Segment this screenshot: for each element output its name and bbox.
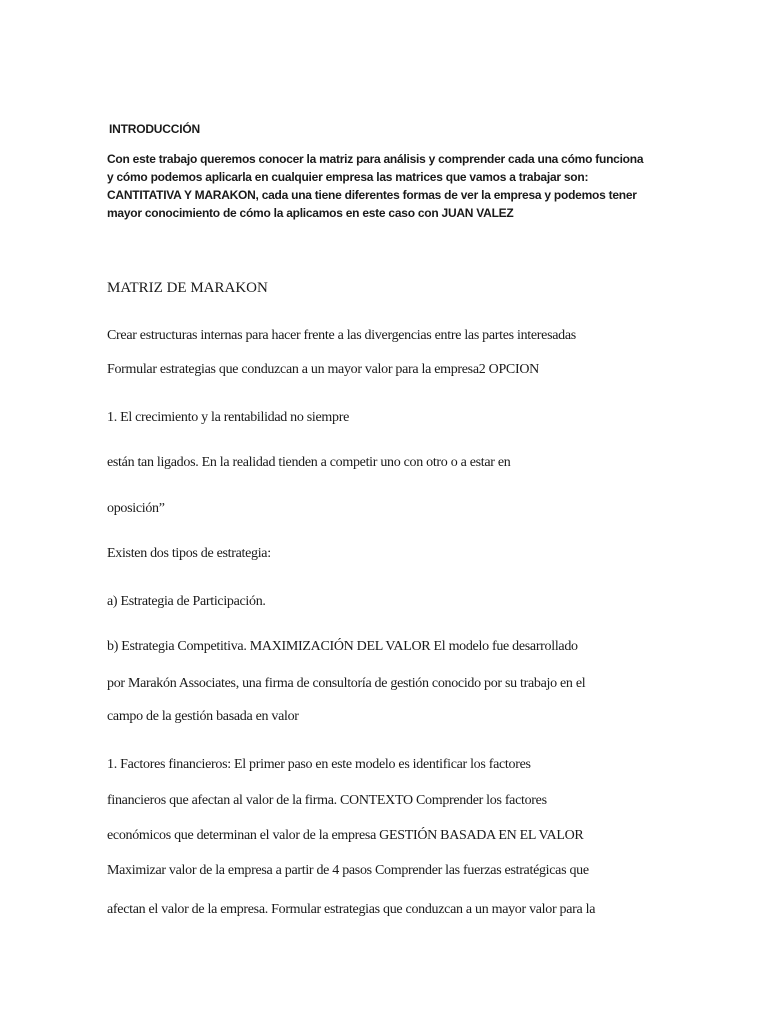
intro-line: y cómo podemos aplicarla en cualquier empresa las matrices que vamos a trabajar son: bbox=[107, 170, 589, 184]
body-line: a) Estrategia de Participación. bbox=[107, 594, 266, 609]
body-line: financieros que afectan al valor de la firma. CONTEXTO Comprender los factores bbox=[107, 793, 547, 808]
body-line: Crear estructuras internas para hacer frente a las divergencias entre las partes interesadas bbox=[107, 328, 576, 343]
intro-title: INTRODUCCIÓN bbox=[109, 122, 200, 136]
body-line: Maximizar valor de la empresa a partir de 4 pasos Comprender las fuerzas estratégicas que bbox=[107, 863, 589, 878]
body-line: están tan ligados. En la realidad tienden a competir uno con otro o a estar en bbox=[107, 455, 511, 470]
body-line: Formular estrategias que conduzcan a un mayor valor para la empresa2 OPCION bbox=[107, 362, 539, 377]
body-line: 1. El crecimiento y la rentabilidad no siempre bbox=[107, 410, 350, 425]
body-line: 1. Factores financieros: El primer paso en este modelo es identificar los factores bbox=[107, 757, 531, 772]
body-line: oposición” bbox=[107, 501, 165, 516]
body-line: campo de la gestión basada en valor bbox=[107, 709, 299, 724]
section-heading: MATRIZ DE MARAKON bbox=[107, 280, 268, 296]
body-line: económicos que determinan el valor de la empresa GESTIÓN BASADA EN EL VALOR bbox=[107, 828, 584, 843]
intro-line: Con este trabajo queremos conocer la matriz para análisis y comprender cada una cómo funciona bbox=[107, 152, 644, 166]
body-line: b) Estrategia Competitiva. MAXIMIZACIÓN DEL VALOR El modelo fue desarrollado bbox=[107, 639, 578, 654]
body-line: por Marakón Associates, una firma de consultoría de gestión conocido por su trabajo en el bbox=[107, 676, 586, 691]
body-line: afectan el valor de la empresa. Formular estrategias que conduzcan a un mayor valor para la bbox=[107, 902, 596, 917]
intro-line: mayor conocimiento de cómo la aplicamos en este caso con JUAN VALEZ bbox=[107, 206, 514, 220]
intro-line: CANTITATIVA Y MARAKON, cada una tiene diferentes formas de ver la empresa y podemos tener bbox=[107, 188, 637, 202]
body-line: Existen dos tipos de estrategia: bbox=[107, 546, 271, 561]
